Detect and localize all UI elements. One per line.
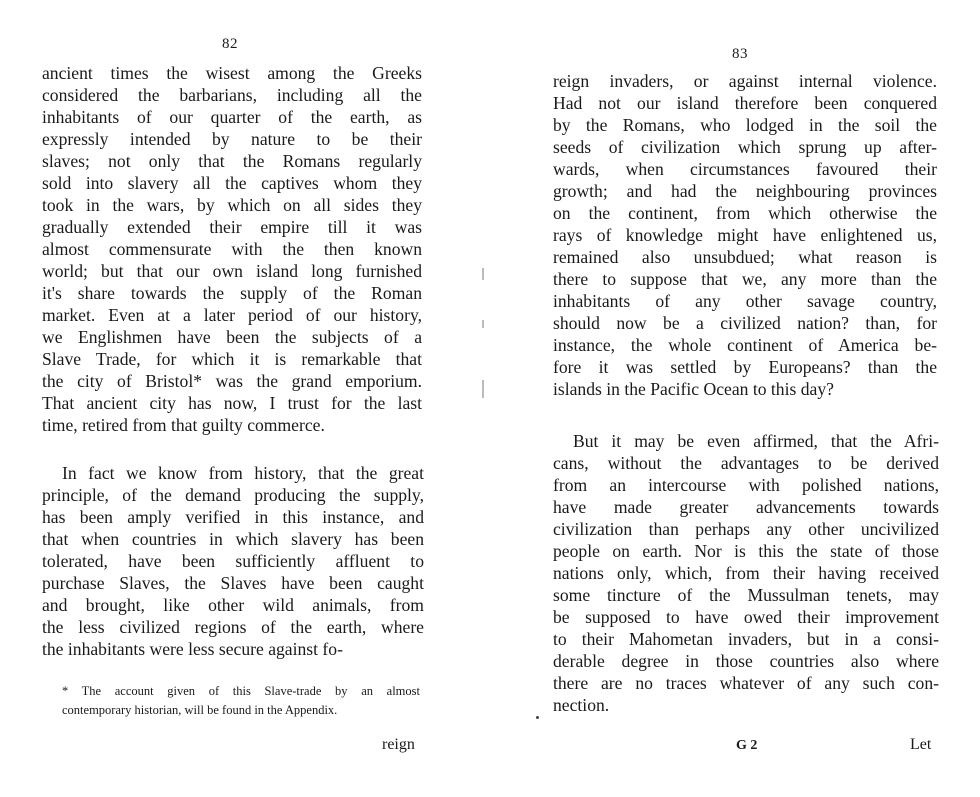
text-line: remained also unsubdued; what reason is [553, 247, 937, 267]
text-line: the city of Bristol* was the grand emporium. [42, 371, 422, 391]
text-line: slaves; not only that the Romans regularly [42, 151, 422, 171]
text-line: time, retired from that guilty commerce. [42, 415, 325, 435]
text-line: Had not our island therefore been conquered [553, 93, 937, 113]
text-line: people on earth. Nor is this the state of those [553, 541, 939, 561]
footnote [62, 682, 420, 720]
text-line: almost commensurate with the then known [42, 239, 422, 259]
text-line: world; but that our own island long furnished [42, 261, 422, 281]
text-line: Slave Trade, for which it is remarkable that [42, 349, 422, 369]
text-line: by the Romans, who lodged in the soil the [553, 115, 937, 135]
signature-mark: G 2 [736, 738, 758, 753]
text-line: tolerated, have been sufficiently affluent to [42, 551, 424, 571]
text-line: to their Mahometan invaders, but in a consi- [553, 629, 939, 649]
text-line: on the continent, from which otherwise the [553, 203, 937, 223]
text-line: principle, of the demand producing the supply, [42, 485, 424, 505]
left-page [0, 0, 470, 797]
text-line: nection. [553, 695, 610, 715]
text-line: market. Even at a later period of our history, [42, 305, 422, 325]
text-line: fore it was settled by Europeans? than the [553, 357, 937, 377]
text-line: wards, when circumstances favoured their [553, 159, 937, 179]
text-line: reign invaders, or against internal violence. [553, 71, 937, 91]
catchword: Let [910, 736, 932, 753]
text-line: nations only, which, from their having received [553, 563, 939, 583]
text-line: we Englishmen have been the subjects of a [42, 327, 422, 347]
text-line: should now be a civilized nation? than, for [553, 313, 937, 333]
text-line: the less civilized regions of the earth, where [42, 617, 424, 637]
text-line: and brought, like other wild animals, from [42, 595, 424, 615]
text-line: derable degree in those countries also where [553, 651, 939, 671]
text-line: ancient times the wisest among the Greeks [42, 63, 422, 83]
catchword: reign [382, 736, 415, 753]
text-line: sold into slavery all the captives whom they [42, 173, 422, 193]
text-line: civilization than perhaps any other uncivilized [553, 519, 939, 539]
text-line: inhabitants of our quarter of the earth, as [42, 107, 422, 127]
page-number: 83 [732, 46, 748, 62]
text-line: some tincture of the Mussulman tenets, may [553, 585, 939, 605]
gutter-marks [478, 250, 492, 450]
text-line: cans, without the advantages to be derived [553, 453, 939, 473]
text-line: But it may be even affirmed, that the Afri- [573, 431, 939, 451]
text-line: growth; and had the neighbouring provinces [553, 181, 937, 201]
text-line: that when countries in which slavery has been [42, 529, 424, 549]
text-line: took in the wars, by which on all sides they [42, 195, 422, 215]
text-line: seeds of civilization which sprung up after- [553, 137, 937, 157]
ink-speck [536, 716, 539, 719]
text-line: instance, the whole continent of America be- [553, 335, 937, 355]
paragraph [42, 462, 424, 660]
text-line: expressly intended by nature to be their [42, 129, 422, 149]
text-line: have made greater advancements towards [553, 497, 939, 517]
right-page [500, 0, 980, 797]
text-line: islands in the Pacific Ocean to this day? [553, 379, 834, 399]
text-line: there are no traces whatever of any such con- [553, 673, 939, 693]
paragraph [553, 430, 939, 716]
text-line: it's share towards the supply of the Roman [42, 283, 422, 303]
text-line: the inhabitants were less secure against fo- [42, 639, 343, 659]
text-line: from an intercourse with polished nations, [553, 475, 939, 495]
paragraph [42, 62, 422, 436]
text-line: In fact we know from history, that the great [62, 463, 424, 483]
text-line: purchase Slaves, the Slaves have been caught [42, 573, 424, 593]
page-number: 82 [222, 36, 238, 52]
text-line: has been amply verified in this instance, and [42, 507, 424, 527]
text-line: be supposed to have owed their improvement [553, 607, 939, 627]
text-line: considered the barbarians, including all the [42, 85, 422, 105]
text-line: inhabitants of any other savage country, [553, 291, 937, 311]
text-line: contemporary historian, will be found in the Appendix. [62, 703, 338, 717]
text-line: there to suppose that we, any more than the [553, 269, 937, 289]
text-line: That ancient city has now, I trust for the last [42, 393, 422, 413]
text-line: * The account given of this Slave-trade by an almost [62, 684, 420, 698]
paragraph [553, 70, 937, 400]
text-line: rays of knowledge might have enlightened us, [553, 225, 937, 245]
text-line: gradually extended their empire till it was [42, 217, 422, 237]
